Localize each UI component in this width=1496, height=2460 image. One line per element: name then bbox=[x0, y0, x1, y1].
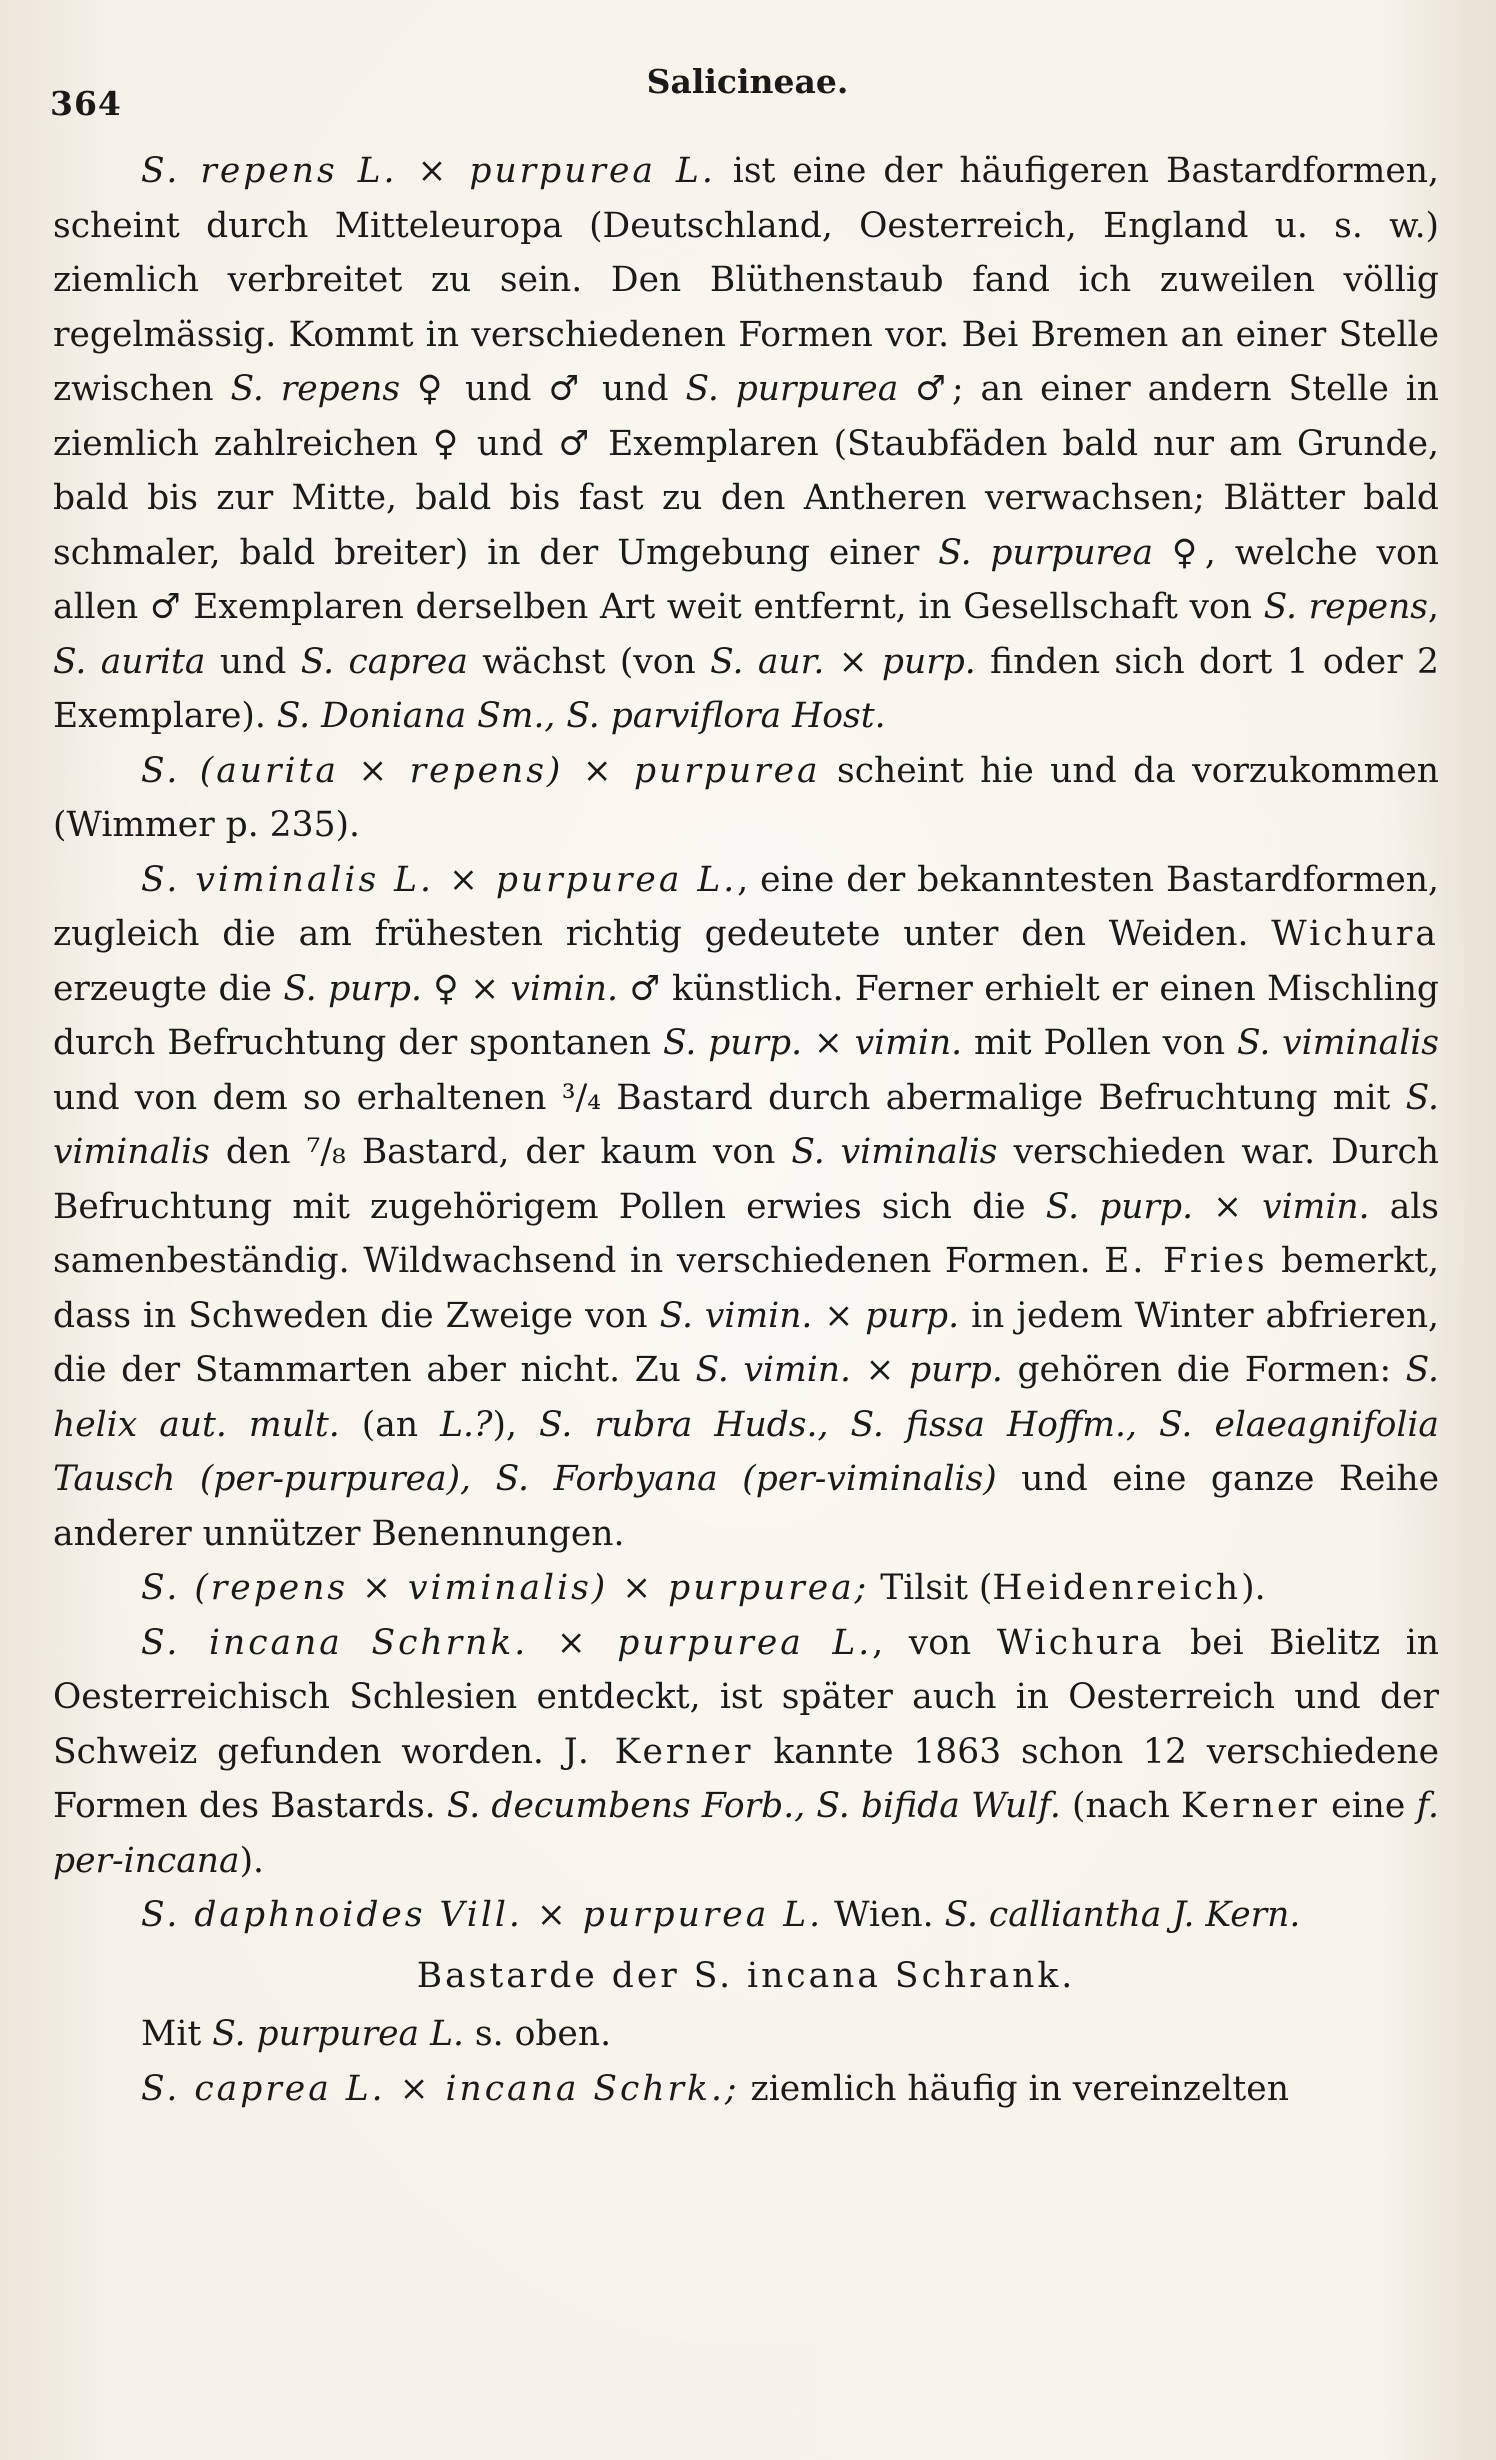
paragraph-daphnoides-purpurea bbox=[53, 1888, 1439, 1943]
text-run: ist eine der häufigeren Bastardformen, scheint durch Mitteleuropa (Deutschland, Oesterreich, England u. s. w.) ziemlich verbreitet zu sein. Den Blüthenstaub fand ich zuweilen völlig regelmässig. Kommt in verschiedenen Formen vor. Bei Bremen an einer Stelle zwischen bbox=[53, 151, 1439, 409]
text-run: ♀ und ♂ und bbox=[400, 369, 686, 409]
italic-run: S. Doniana Sm., S. parviflora Host. bbox=[276, 696, 886, 736]
text-run: ziemlich häufig in vereinzelten bbox=[739, 2068, 1289, 2109]
italic-run: S. purpurea L. bbox=[212, 2014, 464, 2054]
italic-run: S. repens bbox=[1263, 587, 1429, 627]
author-name-run: Kerner bbox=[1181, 1786, 1320, 1826]
text-run: , eine der bekanntesten Bastardformen, zugleich die am frühesten richtig gedeutete unter den Weiden. bbox=[53, 859, 1439, 954]
italic-run: S. calliantha J. Kern. bbox=[944, 1895, 1301, 1935]
text-run: (an bbox=[339, 1404, 441, 1445]
text-run: (nach bbox=[1060, 1786, 1182, 1826]
text-run: finden sich dort 1 oder 2 Exemplare). bbox=[53, 641, 1439, 736]
italic-run: S. purpurea bbox=[938, 532, 1154, 573]
author-name-run: Wichura bbox=[996, 1622, 1165, 1663]
taxon-heading-run: S. repens L. × purpurea L. bbox=[141, 151, 716, 191]
italic-run: S. helix aut. mult. bbox=[53, 1350, 1440, 1445]
text-run: wächst (von bbox=[467, 641, 711, 682]
paragraph-caprea-incana bbox=[53, 2062, 1439, 2117]
paragraph-mit-purpurea bbox=[53, 2007, 1439, 2062]
paragraph-aurita-repens-purpurea bbox=[53, 744, 1439, 853]
text-run: Mit bbox=[141, 2014, 213, 2054]
taxon-heading-run: S. caprea L. × incana Schrk.; bbox=[141, 2068, 740, 2109]
text-run: eine bbox=[1319, 1786, 1417, 1826]
text-run: ♀, welche von allen ♂ Exemplaren derselben Art weit entfernt, in Gesellschaft von bbox=[53, 532, 1439, 627]
author-name-run: E. Fries bbox=[1104, 1241, 1268, 1281]
taxon-heading-run: S. daphnoides Vill. × purpurea L. bbox=[141, 1895, 824, 1935]
text-run: ♂; an einer andern Stelle in ziemlich zahlreichen ♀ und ♂ Exemplaren (Staubfäden bald nur am Grunde, bald bis zur Mitte, bald bis fast zu den Antheren verwachsen; Blätter bald schmaler, bald breiter) in der Umgebung einer bbox=[53, 369, 1440, 573]
author-name-run: Heidenreich bbox=[992, 1568, 1242, 1608]
author-name-run: Wichura bbox=[1271, 914, 1439, 954]
italic-run: f. per-incana bbox=[53, 1786, 1439, 1881]
text-run: ), bbox=[492, 1404, 540, 1445]
text-run: mit Pollen von bbox=[962, 1023, 1237, 1063]
paragraph-incana-purpurea bbox=[53, 1616, 1439, 1889]
text-run: verschieden war. Durch Befruchtung mit zugehörigem Pollen erwies sich die bbox=[53, 1132, 1439, 1227]
text-run: ♂ künstlich. Ferner erhielt er einen Mischling durch Befruchtung der spontanen bbox=[53, 968, 1440, 1063]
italic-run: S. purp. bbox=[283, 968, 422, 1009]
text-run: s. oben. bbox=[463, 2014, 612, 2054]
section-heading bbox=[53, 1949, 1439, 2004]
taxon-heading-run: S. (repens × viminalis) × purpurea; bbox=[141, 1568, 870, 1608]
text-run: in jedem Winter abfrieren, die der Stammarten aber nicht. Zu bbox=[53, 1295, 1440, 1390]
italic-run: S. vimin. × purp. bbox=[659, 1295, 960, 1336]
text-run: kannte 1863 schon 12 verschiedene Formen des Bastards. bbox=[53, 1731, 1439, 1826]
body-text bbox=[53, 144, 1439, 2116]
running-title: Salicineae. bbox=[646, 62, 849, 101]
text-run: gehören die Formen: bbox=[1002, 1350, 1406, 1390]
taxon-heading-run: S. incana Schrnk. × purpurea L. bbox=[141, 1622, 873, 1663]
text-run: und von dem so erhaltenen ³/₄ Bastard durch abermalige Befruchtung mit bbox=[53, 1077, 1406, 1118]
italic-run: S. purp. × vimin. bbox=[1045, 1186, 1370, 1227]
page-header bbox=[50, 62, 1445, 122]
italic-run: S. repens bbox=[230, 369, 401, 409]
italic-run: S. aur. × purp. bbox=[710, 641, 976, 682]
italic-run: S. viminalis bbox=[791, 1132, 998, 1172]
text-run: und eine ganze Reihe anderer unnützer Benennungen. bbox=[53, 1459, 1439, 1554]
text-run: ♀ × bbox=[421, 968, 511, 1009]
italic-run: S. purpurea bbox=[685, 369, 899, 409]
text-run: den ⁷/₈ Bastard, der kaum von bbox=[209, 1132, 792, 1172]
italic-run: S. viminalis bbox=[53, 1077, 1439, 1172]
italic-run: S. rubra Huds., S. fissa Hoffm., S. elaeagnifolia Tausch (per-purpurea), S. Forbyana (per-viminalis) bbox=[53, 1404, 1439, 1499]
text-run: ). bbox=[239, 1840, 265, 1881]
italic-run: S. purp. × vimin. bbox=[663, 1023, 963, 1063]
author-name-run: Bastarde der S. incana Schrank. bbox=[416, 1955, 1076, 1996]
text-run: erzeugte die bbox=[53, 968, 284, 1009]
italic-run: S. decumbens Forb., S. bifida Wulf. bbox=[446, 1786, 1061, 1826]
paragraph-viminalis-purpurea bbox=[53, 853, 1439, 1562]
text-run: als samenbeständig. Wildwachsend in verschiedenen Formen. bbox=[53, 1186, 1440, 1281]
text-run: und bbox=[205, 641, 301, 682]
taxon-heading-run: S. viminalis L. × purpurea L. bbox=[141, 859, 738, 900]
italic-run: S. vimin. × purp. bbox=[695, 1350, 1003, 1390]
text-run: Wien. bbox=[823, 1895, 945, 1935]
italic-run: S. caprea bbox=[300, 641, 468, 682]
text-run: , von bbox=[872, 1622, 997, 1663]
italic-run: vimin. bbox=[510, 968, 618, 1009]
text-run: , bbox=[1428, 587, 1439, 627]
text-run: bemerkt, dass in Schweden die Zweige von bbox=[53, 1241, 1440, 1336]
text-run: Tilsit ( bbox=[869, 1568, 993, 1608]
page-number: 364 bbox=[50, 84, 122, 123]
paragraph-repens-viminalis-purpurea bbox=[53, 1561, 1439, 1616]
italic-run: L.? bbox=[440, 1404, 493, 1445]
italic-run: S. aurita bbox=[53, 641, 206, 682]
paragraph-repens-purpurea bbox=[53, 144, 1439, 744]
text-run: scheint hie und da vorzukommen (Wimmer p. 235). bbox=[53, 750, 1439, 845]
author-name-run: J. Kerner bbox=[563, 1731, 754, 1772]
text-run: ). bbox=[1241, 1568, 1266, 1608]
taxon-heading-run: S. (aurita × repens) × purpurea bbox=[141, 750, 821, 791]
italic-run: S. viminalis bbox=[1236, 1023, 1440, 1063]
text-run: bei Bielitz in Oesterreichisch Schlesien entdeckt, ist später auch in Oesterreich und der Schweiz gefunden worden. bbox=[53, 1622, 1439, 1772]
